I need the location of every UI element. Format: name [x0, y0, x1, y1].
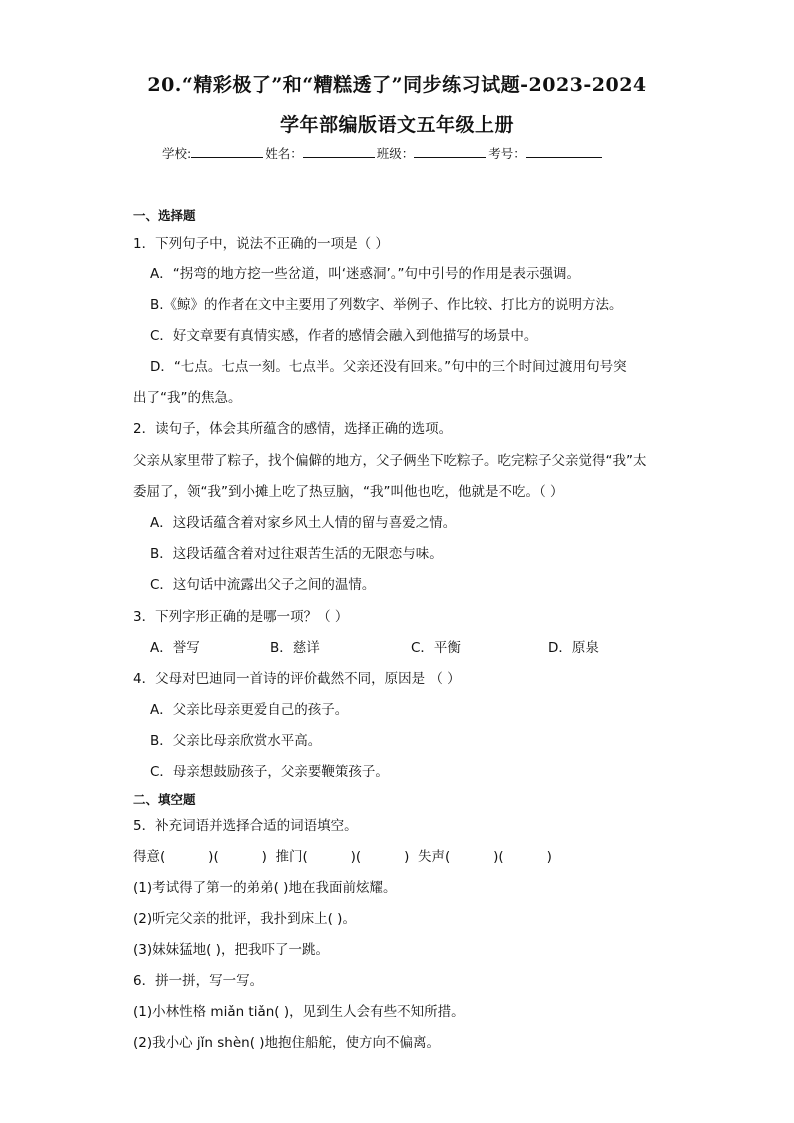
- q3-option-c[interactable]: C．平衡: [411, 640, 461, 656]
- q6-sentence-1[interactable]: (1)小林性格 miǎn tiǎn( )，见到生人会有些不知所措。: [133, 1004, 465, 1020]
- q3-option-b[interactable]: B．慈详: [270, 640, 320, 656]
- q1-option-c[interactable]: C．好文章要有真情实感，作者的感情会融入到他描写的场景中。: [150, 328, 538, 344]
- exam-no-label: 考号：: [488, 146, 526, 161]
- q6-sentence-2[interactable]: (2)我小心 jǐn shèn( )地抱住船舵，使方向不偏离。: [133, 1035, 441, 1051]
- q3-stem: 3．下列字形正确的是哪一项？（ ）: [133, 609, 349, 625]
- name-label: 姓名：: [265, 146, 303, 161]
- q1-stem: 1．下列句子中，说法不正确的一项是（ ）: [133, 236, 389, 252]
- q4-option-a[interactable]: A．父亲比母亲更爱自己的孩子。: [150, 702, 349, 718]
- q2-option-a[interactable]: A．这段话蕴含着对家乡风土人情的留与喜爱之情。: [150, 515, 457, 531]
- q4-option-b[interactable]: B．父亲比母亲欣赏水平高。: [150, 733, 322, 749]
- q5-sentence-3[interactable]: (3)妹妹猛地( )，把我吓了一跳。: [133, 942, 329, 958]
- q1-option-a[interactable]: A．“拐弯的地方挖一些岔道，叫‘迷惑洞’。”句中引号的作用是表示强调。: [150, 266, 581, 282]
- page-title-line-2: 学年部编版语文五年级上册: [279, 114, 514, 136]
- exam-no-blank[interactable]: [526, 145, 602, 158]
- q4-option-c[interactable]: C．母亲想鼓励孩子，父亲要鞭策孩子。: [150, 764, 389, 780]
- q1-option-d[interactable]: D．“七点。七点一刻。七点半。父亲还没有回来。”句中的三个时间过渡用句号突: [150, 359, 627, 375]
- q3-option-a[interactable]: A．誉写: [150, 640, 200, 656]
- q5-word-blanks[interactable]: 得意( )( ) 推门( )( ) 失声( )( ): [133, 849, 552, 865]
- class-blank[interactable]: [414, 145, 486, 158]
- q6-stem: 6．拼一拼，写一写。: [133, 973, 264, 989]
- q4-stem: 4．父母对巴迪同一首诗的评价截然不同，原因是 （ ）: [133, 671, 461, 687]
- q2-passage-line-2: 委屈了，领“我”到小摊上吃了热豆脑，“我”叫他也吃，他就是不吃。（ ）: [133, 484, 564, 500]
- q2-passage-line-1: 父亲从家里带了粽子，找个偏僻的地方，父子俩坐下吃粽子。吃完粽子父亲觉得“我”太: [133, 453, 647, 469]
- name-blank[interactable]: [303, 145, 375, 158]
- q1-option-b[interactable]: B.《鲸》的作者在文中主要用了列数字、举例子、作比较、打比方的说明方法。: [150, 297, 623, 313]
- q5-stem: 5．补充词语并选择合适的词语填空。: [133, 818, 358, 834]
- page-title-line-1: 20.“精彩极了”和“糟糕透了”同步练习试题-2023-2024: [147, 74, 647, 96]
- q3-option-d[interactable]: D．原泉: [548, 640, 599, 656]
- q5-sentence-1[interactable]: (1)考试得了第一的弟弟( )地在我面前炫耀。: [133, 880, 397, 896]
- school-blank[interactable]: [191, 145, 263, 158]
- q5-sentence-2[interactable]: (2)听完父亲的批评，我扑到床上( )。: [133, 911, 356, 927]
- q2-option-b[interactable]: B．这段话蕴含着对过往艰苦生活的无限恋与味。: [150, 546, 443, 562]
- q2-stem: 2．读句子，体会其所蕴含的感情，选择正确的选项。: [133, 421, 453, 437]
- q1-option-d-cont: 出了“我”的焦急。: [133, 390, 242, 406]
- q2-option-c[interactable]: C．这句话中流露出父子之间的温情。: [150, 577, 376, 593]
- class-label: 班级：: [376, 146, 415, 161]
- school-label: 学校:: [162, 146, 192, 161]
- student-info-row: [162, 144, 604, 162]
- section-heading-fill: 二、填空题: [133, 792, 196, 807]
- section-heading-choice: 一、选择题: [133, 208, 196, 223]
